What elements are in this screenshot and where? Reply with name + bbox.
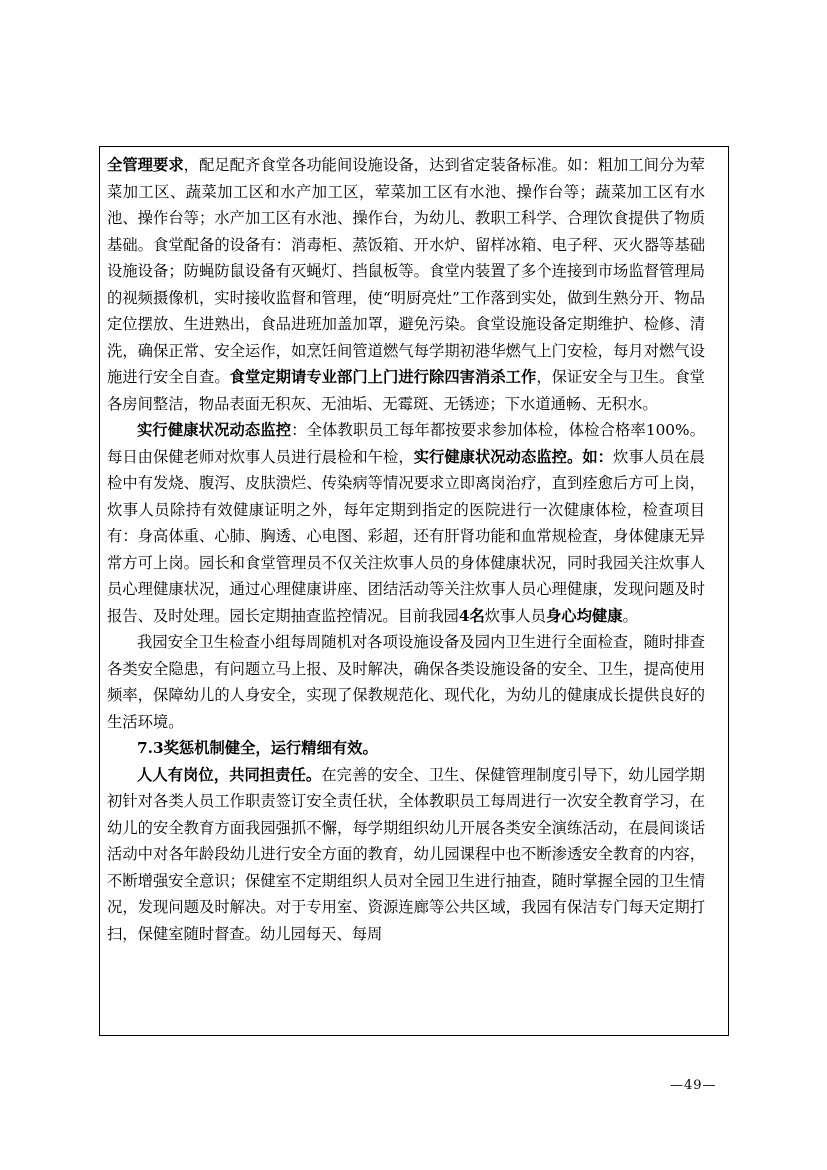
bold-text-run: 全管理要求: [107, 156, 184, 174]
page-number: —49—: [670, 1078, 717, 1093]
paragraph: [107, 152, 705, 417]
paragraph: [107, 629, 705, 735]
document-body: [107, 152, 705, 947]
paragraph: [107, 417, 705, 629]
bold-text-run: 人人有岗位，共同担责任。: [137, 765, 322, 784]
text-run: 炊事人员: [484, 606, 546, 625]
bold-text-run: 实行健康状况动态监控: [137, 421, 292, 439]
text-run: 我园安全卫生检查小组每周随机对各项设施设备及园内卫生进行全面检查，随时排查各类安全隐患，有问题立马上报、及时解决，确保各类设施设备的安全、卫生，提高使用频率，保障幼儿的人身安全，实现了保教规范化、现代化，为幼儿的健康成长提供良好的生活环境。: [107, 633, 705, 731]
paragraph: [107, 735, 705, 762]
bold-text-run: 实行健康状况动态监控。如：: [413, 447, 614, 466]
text-run: 。: [622, 606, 638, 625]
text-run: ，保证安全与卫生。食堂各房间整洁，物品表面无积灰、无油垢、无霉斑、无锈迹；下水道通畅、无积水。: [107, 368, 705, 413]
paragraph: [107, 762, 705, 948]
bold-text-run: 4名: [458, 606, 485, 625]
bold-text-run: 食堂定期请专业部门上门进行除四害消杀工作: [229, 368, 537, 386]
bold-text-run: 身心均健康: [546, 606, 623, 625]
text-run: 炊事人员在晨检中有发烧、腹泻、皮肤溃烂、传染病等情况要求立即离岗治疗，直到痊愈后方可上岗，炊事人员除持有效健康证明之外，每年定期到指定的医院进行一次健康体检，检查项目有：身高体重、心肺、胸透、心电图、彩超，还有肝肾功能和血常规检查，身体健康无异常方可上岗。园长和食堂管理员不仅关注炊事人员的身体健康状况，同时我园关注炊事人员心理健康状况，通过心理健康讲座、团结活动等关注炊事人员心理健康，发现问题及时报告、及时处理。园长定期抽查监控情况。目前我园: [107, 447, 705, 625]
text-run: 在完善的安全、卫生、保健管理制度引导下，幼儿园学期初针对各类人员工作职责签订安全责任状，全体教职员工每周进行一次安全教育学习，在幼儿的安全教育方面我园强抓不懈，每学期组织幼儿开展各类安全演练活动，在晨间谈话活动中对各年龄段幼儿进行安全方面的教育，幼儿园课程中也不断渗透安全教育的内容，不断增强安全意识；保健室不定期组织人员对全园卫生进行抽查，随时掌握全园的卫生情况，发现问题及时解决。对于专用室、资源连廊等公共区域，我园有保洁专门每天定期打扫，保健室随时督查。幼儿园每天、每周: [107, 765, 705, 943]
text-run: ：全体教职员工每年都按要求参加体检，体检合格率100%。每日由保健老师对炊事人员进行晨检和午检，: [107, 421, 705, 466]
text-run: ，配足配齐食堂各功能间设施设备，达到省定装备标准。如：粗加工间分为荤菜加工区、蔬菜加工区和水产加工区，荤菜加工区有水池、操作台等；蔬菜加工区有水池、操作台等；水产加工区有水池、操作台，为幼儿、教职工科学、合理饮食提供了物质基础。食堂配备的设备有：消毒柜、蒸饭箱、开水炉、留样冰箱、电子秤、灭火器等基础设施设备；防蝇防鼠设备有灭蝇灯、挡鼠板等。食堂内装置了多个连接到市场监督管理局的视频摄像机，实时接收监督和管理，使“明厨亮灶”工作落到实处，做到生熟分开、物品定位摆放、生进熟出，食品进班加盖加罩，避免污染。食堂设施设备定期维护、检修、清洗，确保正常、安全运作，如烹饪间管道燃气每学期初港华燃气上门安检，每月对燃气设施进行安全自查。: [107, 156, 705, 386]
content-frame: [99, 146, 729, 1036]
bold-text-run: 7.3奖惩机制健全，运行精细有效。: [137, 739, 378, 757]
